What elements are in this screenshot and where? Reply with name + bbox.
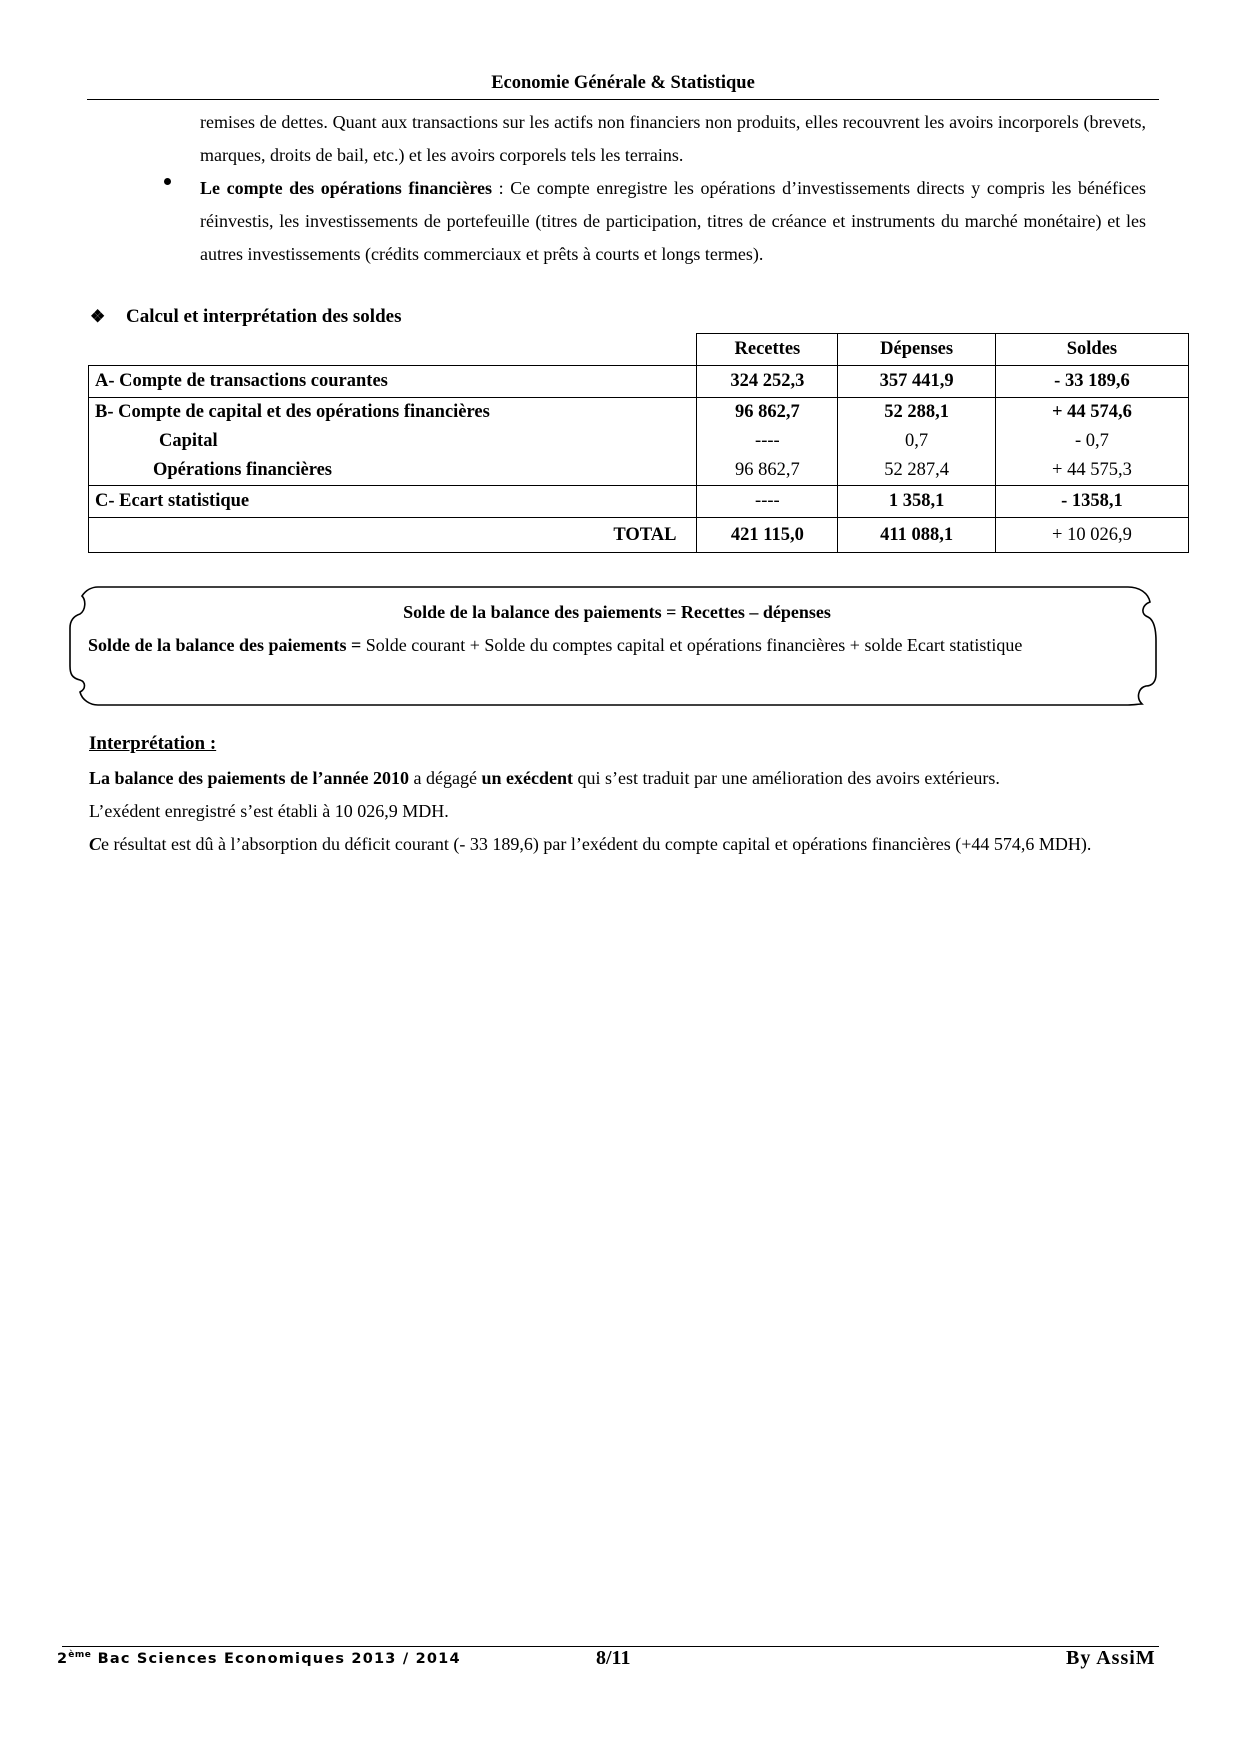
row-soldes: - 1358,1	[995, 486, 1188, 518]
row-recettes: 96 862,7	[697, 398, 838, 428]
row-label: C- Ecart statistique	[89, 486, 697, 518]
bullet-bold-term: Le compte des opérations financières	[200, 178, 493, 198]
row-soldes: - 0,7	[995, 427, 1188, 456]
row-label: B- Compte de capital et des opérations financières	[89, 398, 697, 428]
balance-table	[88, 333, 1189, 553]
interpretation-title: Interprétation :	[89, 733, 217, 754]
row-soldes: + 44 574,6	[995, 398, 1188, 428]
row-soldes: - 33 189,6	[995, 366, 1188, 398]
table-row-ecart-statistique	[89, 486, 1189, 518]
interpretation-paragraph-2: L’exédent enregistré s’est établi à 10 026,9 MDH.	[89, 801, 449, 821]
interp-bold-1: La balance des paiements de l’année 2010	[89, 768, 410, 788]
formula-box	[88, 596, 1146, 662]
footer-level-sup: ème	[68, 1650, 92, 1660]
row-recettes: ----	[697, 486, 838, 518]
interpretation-body	[89, 762, 1146, 861]
header-rule	[87, 99, 1159, 100]
diamond-bullet-icon: ❖	[90, 307, 106, 326]
interpretation-paragraph-3	[89, 828, 1146, 861]
row-soldes: + 10 026,9	[995, 518, 1188, 553]
bullet-paragraph	[200, 172, 1146, 271]
row-label: Capital	[89, 427, 697, 456]
row-label: Opérations financières	[89, 456, 697, 486]
interp-text-1: a dégagé	[409, 768, 482, 788]
formula-body-text: Solde courant + Solde du comptes capital et opérations financières + solde Ecart statistique	[361, 635, 1023, 655]
row-depenses: 357 441,9	[838, 366, 996, 398]
interpretation-paragraph-1	[89, 762, 1146, 795]
continuation-paragraph: remises de dettes. Quant aux transactions sur les actifs non financiers non produits, elles recouvrent les avoirs incorporels (brevets, marques, droits de bail, etc.) et les avoirs corporels tels les terrains.	[200, 112, 1146, 165]
row-depenses: 411 088,1	[838, 518, 996, 553]
footer-course-text: Bac Sciences Economiques 2013 / 2014	[91, 1650, 461, 1667]
bullet-text: : Ce compte enregistre les opérations d’investissements directs y compris les bénéfices réinvestis, les investissements de portefeuille (titres de participation, titres de créance et instruments du marché monétaire) et les autres investissements (crédits commerciaux et prêts à courts et longs termes).	[200, 178, 1146, 264]
interp-initial: C	[89, 834, 102, 854]
footer-author: By AssiM	[1066, 1647, 1156, 1669]
row-recettes: 324 252,3	[697, 366, 838, 398]
footer-course	[57, 1650, 461, 1667]
section-title-text: Calcul et interprétation des soldes	[126, 306, 402, 327]
table-row-operations-financieres	[89, 456, 1189, 486]
row-depenses: 0,7	[838, 427, 996, 456]
formula-body	[88, 629, 1146, 662]
table-row-capital	[89, 427, 1189, 456]
page-header-title: Economie Générale & Statistique	[491, 73, 755, 93]
interp-text-2: qui s’est traduit par une amélioration des avoirs extérieurs.	[572, 768, 1000, 788]
row-depenses: 52 287,4	[838, 456, 996, 486]
table-row-total	[89, 518, 1189, 553]
row-label: A- Compte de transactions courantes	[89, 366, 697, 398]
row-recettes: ----	[697, 427, 838, 456]
formula-body-bold: Solde de la balance des paiements =	[88, 635, 362, 655]
interp-bold-2: un exécdent	[481, 768, 573, 788]
header-recettes: Recettes	[697, 334, 838, 366]
formula-title: Solde de la balance des paiements = Recettes – dépenses	[403, 602, 831, 622]
header-blank-cell	[89, 334, 697, 366]
row-depenses: 1 358,1	[838, 486, 996, 518]
header-soldes: Soldes	[995, 334, 1188, 366]
footer-level: 2	[57, 1650, 69, 1667]
row-recettes: 96 862,7	[697, 456, 838, 486]
table-header-row	[89, 334, 1189, 366]
section-title	[90, 306, 401, 328]
row-soldes: + 44 575,3	[995, 456, 1188, 486]
bullet-icon	[164, 178, 171, 185]
table-row-capital-operations	[89, 398, 1189, 428]
row-depenses: 52 288,1	[838, 398, 996, 428]
page-number: 8/11	[596, 1647, 631, 1669]
row-recettes: 421 115,0	[697, 518, 838, 553]
header-depenses: Dépenses	[838, 334, 996, 366]
interp-text-3: e résultat est dû à l’absorption du déficit courant (- 33 189,6) par l’exédent du compte capital et opérations financières (+44 574,6 MDH).	[101, 834, 1092, 854]
table-row-transactions-courantes	[89, 366, 1189, 398]
row-label: TOTAL	[89, 518, 697, 553]
